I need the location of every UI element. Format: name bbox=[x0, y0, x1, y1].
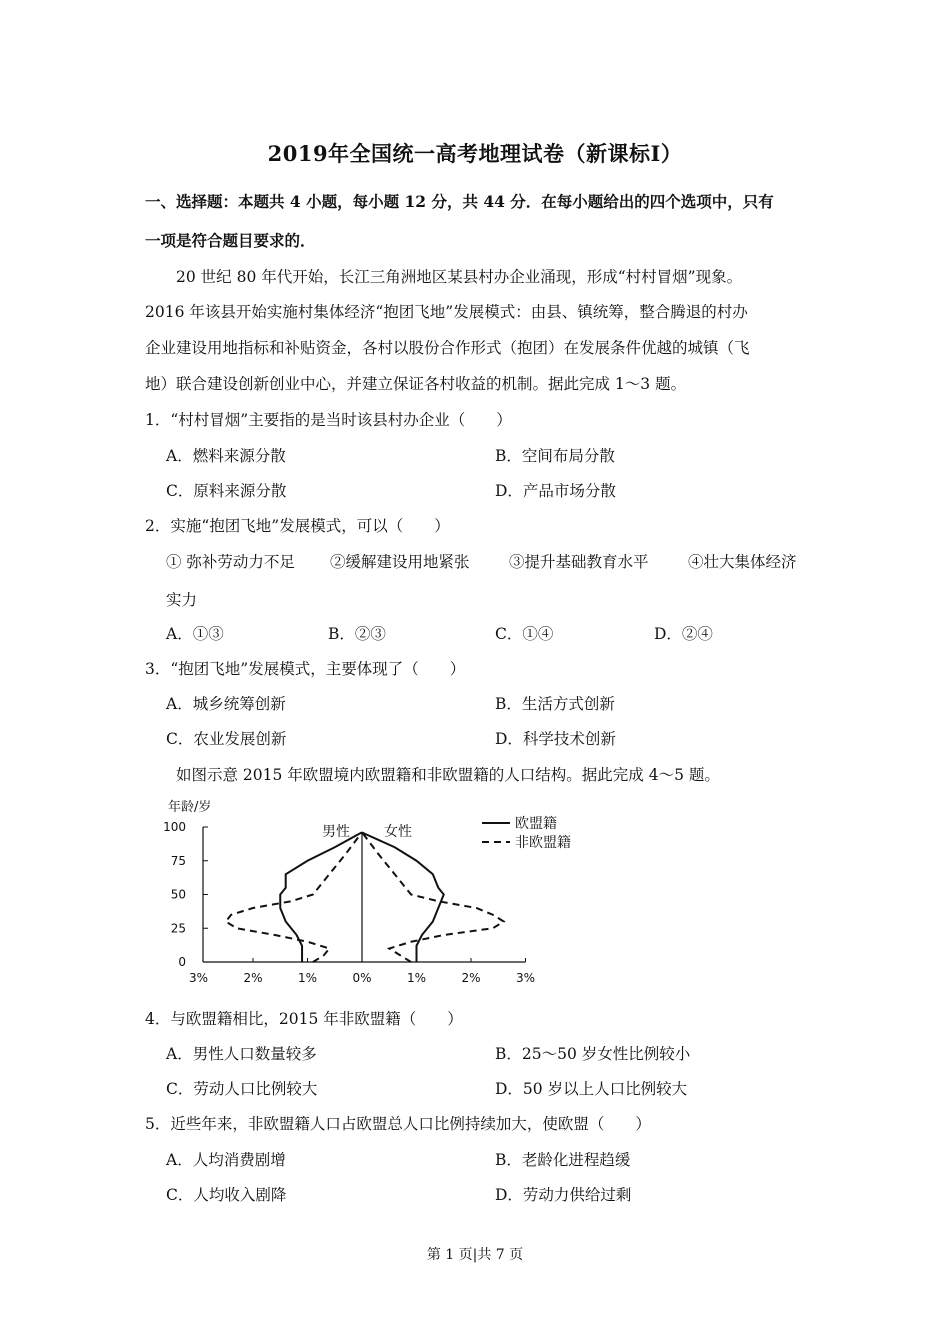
q5-stem: 5．近些年来，非欧盟籍人口占欧盟总人口比例持续加大，使欧盟（ ） bbox=[145, 1115, 651, 1133]
population-pyramid-chart bbox=[160, 795, 600, 995]
x-tick-label: 3% bbox=[515, 971, 536, 985]
q5-option-d: D．劳动力供给过剩 bbox=[495, 1186, 632, 1204]
series-non-eu-male-line bbox=[226, 832, 362, 962]
q2-option-d: D．②④ bbox=[654, 625, 713, 643]
q2-statement-2: ②缓解建设用地紧张 bbox=[330, 553, 470, 571]
legend-label: 非欧盟籍 bbox=[515, 835, 571, 851]
q4-stem: 4．与欧盟籍相比，2015 年非欧盟籍（ ） bbox=[145, 1010, 463, 1028]
y-axis-label: 年龄/岁 bbox=[168, 800, 212, 815]
page-title: 2019年全国统一高考地理试卷（新课标Ⅰ） bbox=[267, 141, 683, 166]
q2-statement-4-cont: 实力 bbox=[166, 591, 198, 609]
passage1-line1: 20 世纪 80 年代开始，长江三角洲地区某县村办企业涌现，形成“村村冒烟”现象。 bbox=[176, 268, 743, 286]
series-eu-female-line bbox=[362, 832, 444, 962]
section-heading-line1: 一、选择题：本题共 4 小题，每小题 12 分，共 44 分．在每小题给出的四个选项中，只有 bbox=[145, 192, 774, 211]
female-annotation: 女性 bbox=[384, 824, 412, 840]
q4-option-b: B．25～50 岁女性比例较小 bbox=[495, 1045, 691, 1063]
q3-stem: 3．“抱团飞地”发展模式，主要体现了（ ） bbox=[145, 660, 466, 678]
q3-option-a: A．城乡统筹创新 bbox=[166, 695, 286, 713]
q2-option-a: A．①③ bbox=[166, 625, 224, 643]
q5-option-b: B．老龄化进程趋缓 bbox=[495, 1151, 631, 1169]
legend-label: 欧盟籍 bbox=[515, 816, 557, 832]
y-tick-label: 25 bbox=[170, 921, 186, 936]
q2-statement-3: ③提升基础教育水平 bbox=[509, 553, 649, 571]
x-tick-label: 3% bbox=[188, 971, 209, 985]
q4-option-a: A．男性人口数量较多 bbox=[166, 1045, 317, 1063]
q5-option-a: A．人均消费剧增 bbox=[166, 1151, 286, 1169]
q3-option-b: B．生活方式创新 bbox=[495, 695, 615, 713]
q2-statement-1: ① 弥补劳动力不足 bbox=[166, 553, 295, 571]
passage1-line2: 2016 年该县开始实施村集体经济“抱团飞地”发展模式：由县、镇统筹，整合腾退的村办 bbox=[145, 303, 748, 321]
x-tick-label: 2% bbox=[461, 971, 481, 985]
x-tick-label: 1% bbox=[297, 971, 318, 985]
q4-option-d: D．50 岁以上人口比例较大 bbox=[495, 1080, 688, 1098]
y-tick-label: 75 bbox=[170, 853, 186, 868]
male-annotation: 男性 bbox=[322, 824, 350, 840]
passage2: 如图示意 2015 年欧盟境内欧盟籍和非欧盟籍的人口结构。据此完成 4～5 题。 bbox=[176, 766, 720, 784]
passage1-line3: 企业建设用地指标和补贴资金，各村以股份合作形式（抱团）在发展条件优越的城镇（飞 bbox=[145, 339, 750, 357]
x-tick-label: 0% bbox=[352, 971, 372, 985]
q1-option-a: A．燃料来源分散 bbox=[166, 447, 286, 465]
q3-option-d: D．科学技术创新 bbox=[495, 730, 616, 748]
q5-option-c: C．人均收入剧降 bbox=[166, 1186, 287, 1204]
series-eu-male-line bbox=[280, 832, 362, 962]
q4-option-c: C．劳动人口比例较大 bbox=[166, 1080, 318, 1098]
y-tick-label: 0 bbox=[178, 955, 186, 969]
q1-option-c: C．原料来源分散 bbox=[166, 482, 287, 500]
x-tick-label: 1% bbox=[406, 971, 427, 985]
x-tick-label: 2% bbox=[243, 971, 263, 985]
y-tick-label: 100 bbox=[163, 820, 186, 834]
q2-stem: 2．实施“抱团飞地”发展模式，可以（ ） bbox=[145, 517, 450, 535]
section-heading-line2: 一项是符合题目要求的． bbox=[145, 231, 316, 250]
q2-option-b: B．②③ bbox=[328, 625, 386, 643]
q1-stem: 1．“村村冒烟”主要指的是当时该县村办企业（ ） bbox=[145, 411, 512, 429]
q1-option-b: B．空间布局分散 bbox=[495, 447, 615, 465]
series-non-eu-female-line bbox=[362, 832, 504, 962]
q1-option-d: D．产品市场分散 bbox=[495, 482, 616, 500]
page-footer: 第 1 页|共 7 页 bbox=[426, 1247, 524, 1263]
y-tick-label: 50 bbox=[170, 887, 186, 902]
passage1-line4: 地）联合建设创新创业中心，并建立保证各村收益的机制。据此完成 1～3 题。 bbox=[145, 375, 687, 393]
q3-option-c: C．农业发展创新 bbox=[166, 730, 287, 748]
q2-option-c: C．①④ bbox=[495, 625, 554, 643]
q2-statement-4: ④壮大集体经济 bbox=[688, 553, 797, 571]
